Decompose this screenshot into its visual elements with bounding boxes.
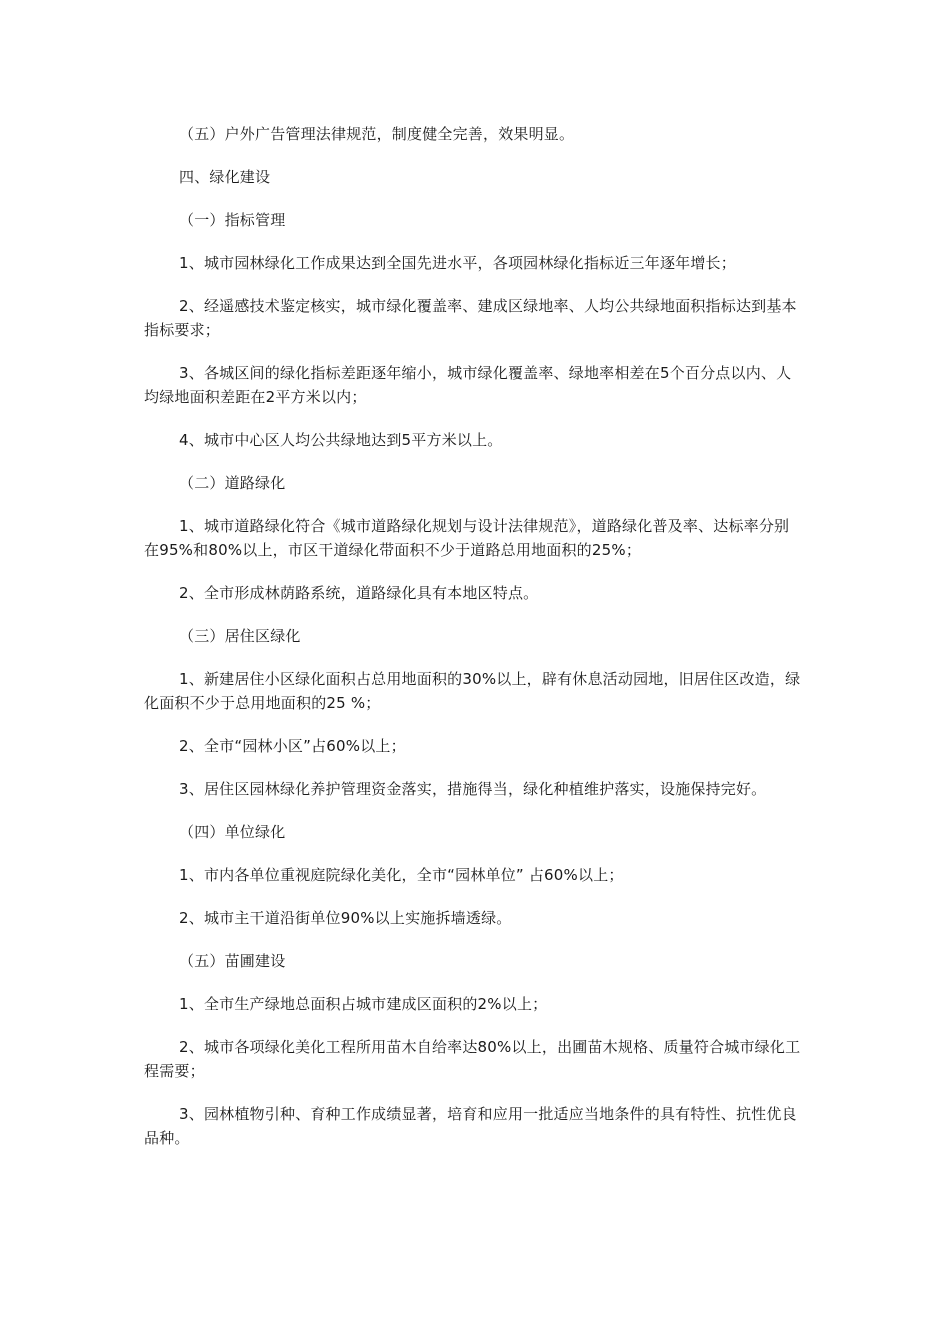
subsection-heading-unit: （四）单位绿化 <box>179 823 286 841</box>
paragraph: 1、城市园林绿化工作成果达到全国先进水平，各项园林绿化指标近三年逐年增长； <box>179 254 736 272</box>
paragraph: 1、市内各单位重视庭院绿化美化，全市“园林单位” 占60%以上； <box>179 866 624 884</box>
paragraph: 3、居住区园林绿化养护管理资金落实，措施得当，绿化种植维护落实，设施保持完好。 <box>179 780 767 798</box>
section-heading-greening: 四、绿化建设 <box>179 168 271 186</box>
paragraph: 1、全市生产绿地总面积占城市建成区面积的2%以上； <box>179 995 548 1013</box>
paragraph: 1、新建居住小区绿化面积占总用地面积的30%以上，辟有休息活动园地，旧居住区改造，绿化面积不少于总用地面积的25 %； <box>144 670 801 712</box>
subsection-heading-nursery: （五）苗圃建设 <box>179 952 286 970</box>
document-body <box>144 122 804 1169</box>
paragraph: 1、城市道路绿化符合《城市道路绿化规划与设计法律规范》，道路绿化普及率、达标率分别在95%和80%以上，市区干道绿化带面积不少于道路总用地面积的25%； <box>144 517 790 559</box>
paragraph: 2、城市主干道沿街单位90%以上实施拆墙透绿。 <box>179 909 512 927</box>
paragraph: 3、园林植物引种、育种工作成绩显著，培育和应用一批适应当地条件的具有特性、抗性优良品种。 <box>144 1105 797 1147</box>
paragraph: 2、经遥感技术鉴定核实，城市绿化覆盖率、建成区绿地率、人均公共绿地面积指标达到基本指标要求； <box>144 297 797 339</box>
paragraph: 3、各城区间的绿化指标差距逐年缩小，城市绿化覆盖率、绿地率相差在5个百分点以内、人均绿地面积差距在2平方米以内； <box>144 364 792 406</box>
paragraph-outdoor-ad: （五）户外广告管理法律规范，制度健全完善，效果明显。 <box>179 125 575 143</box>
subsection-heading-road: （二）道路绿化 <box>179 474 286 492</box>
paragraph: 2、全市形成林荫路系统，道路绿化具有本地区特点。 <box>179 584 539 602</box>
paragraph: 2、全市“园林小区”占60%以上； <box>179 737 406 755</box>
paragraph: 2、城市各项绿化美化工程所用苗木自给率达80%以上，出圃苗木规格、质量符合城市绿化工程需要； <box>144 1038 801 1080</box>
subsection-heading-indicators: （一）指标管理 <box>179 211 286 229</box>
paragraph: 4、城市中心区人均公共绿地达到5平方米以上。 <box>179 431 503 449</box>
subsection-heading-residential: （三）居住区绿化 <box>179 627 301 645</box>
